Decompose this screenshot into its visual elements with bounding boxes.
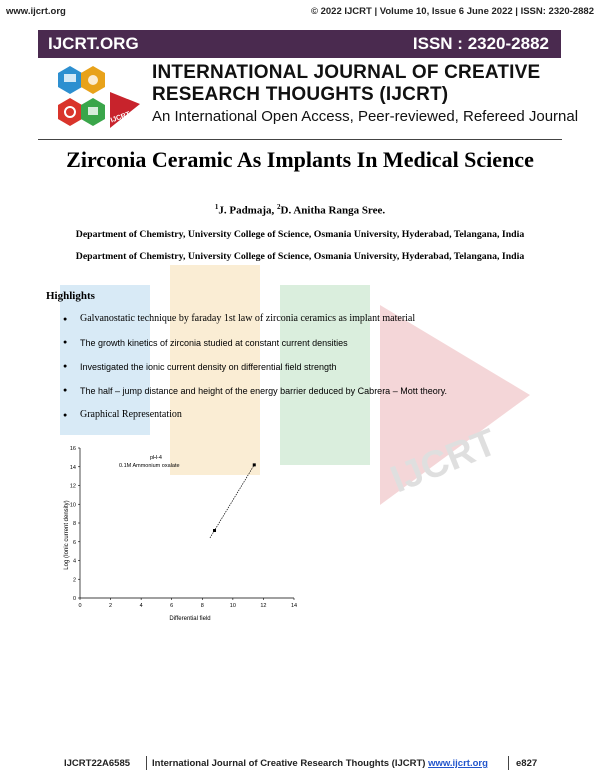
running-header: [6, 6, 594, 20]
highlights-heading: Highlights: [46, 290, 95, 302]
highlights-list: [60, 312, 570, 432]
paper-title: Zirconia Ceramic As Implants In Medical Science: [66, 147, 534, 172]
journal-subtitle: An International Open Access, Peer-reviewed, Refereed Journal: [152, 108, 579, 125]
y-tick-label: 12: [69, 483, 76, 490]
affiliation-1: Department of Chemistry, University College of Science, Osmania University, Hyderabad, Telangana, India: [75, 229, 525, 240]
author1-sup: 1: [214, 203, 219, 211]
highlight-item: ● Galvanostatic technique by faraday 1st law of zirconia ceramics as implant material: [60, 312, 570, 336]
y-tick-label: 14: [69, 464, 76, 471]
chart: [62, 440, 302, 622]
site-url[interactable]: www.ijcrt.org: [6, 6, 66, 17]
x-tick-label: 10: [229, 603, 236, 609]
legend-entry: 0.1M Ammonium oxalate: [119, 463, 180, 469]
affiliation-2: Department of Chemistry, University College of Science, Osmania University, Hyderabad, Telangana, India: [75, 251, 525, 262]
y-tick-label: 16: [69, 446, 76, 452]
y-tick-label: 2: [72, 577, 76, 584]
footer-url-link[interactable]: www.ijcrt.org: [428, 758, 488, 769]
highlight-item: ● Investigated the ionic current density on differential field strength: [60, 360, 570, 384]
chart-marks: [210, 463, 256, 538]
author2-sup: 2: [277, 203, 281, 211]
x-tick-label: 6: [170, 603, 174, 609]
y-tick-label: 10: [69, 502, 76, 509]
journal-banner: [38, 30, 561, 58]
x-tick-label: 14: [290, 603, 298, 609]
y-tick-label: 4: [72, 558, 76, 565]
banner-issn: ISSN : 2320-2882: [412, 34, 549, 53]
x-tick-label: 8: [200, 603, 204, 609]
data-point: [253, 463, 256, 466]
x-axis-label: Differential field: [169, 616, 211, 622]
highlight-item: ● The growth kinetics of zirconia studied at constant current densities: [60, 336, 570, 360]
highlight-item: ● Graphical Representation: [60, 408, 570, 432]
x-tick-label: 12: [260, 603, 267, 609]
header-rule: [38, 139, 562, 140]
author2: D. Anitha Ranga Sree.: [280, 204, 386, 217]
watermark-text: IJCRT: [385, 421, 503, 502]
legend-entry: pH-4: [150, 455, 162, 461]
author-line: [0, 203, 600, 217]
y-axis-label: Log (Ionic current density): [64, 500, 70, 570]
author1: J. Padmaja,: [218, 204, 278, 217]
issue-info: © 2022 IJCRT | Volume 10, Issue 6 June 2022 | ISSN: 2320-2882: [310, 6, 594, 17]
journal-title-line1: INTERNATIONAL JOURNAL OF CREATIVE: [152, 62, 541, 83]
chart-ticks: [70, 446, 297, 609]
x-tick-label: 0: [78, 603, 82, 609]
footer-journal-name: International Journal of Creative Research Thoughts (IJCRT): [152, 758, 429, 769]
fit-line: [210, 465, 254, 538]
banner-site: IJCRT.ORG: [48, 34, 139, 53]
data-point: [213, 529, 216, 532]
article-code: IJCRT22A6585: [64, 758, 131, 769]
journal-logo-icon: [48, 62, 146, 132]
page-number: e827: [516, 758, 538, 769]
y-tick-label: 8: [72, 521, 76, 527]
footer-divider: [146, 756, 147, 770]
y-tick-label: 0: [72, 596, 76, 602]
footer-divider: [508, 756, 509, 770]
journal-title-line2: RESEARCH THOUGHTS (IJCRT): [152, 84, 449, 105]
y-tick-label: 6: [72, 539, 76, 546]
x-tick-label: 4: [139, 603, 143, 609]
chart-axes: [80, 448, 294, 598]
x-tick-label: 2: [109, 603, 113, 609]
logo-text: IJCRT: [109, 110, 132, 125]
highlight-item: ● The half – jump distance and height of the energy barrier deduced by Cabrera – Mott theory.: [60, 384, 570, 408]
footer-journal: [152, 758, 488, 769]
